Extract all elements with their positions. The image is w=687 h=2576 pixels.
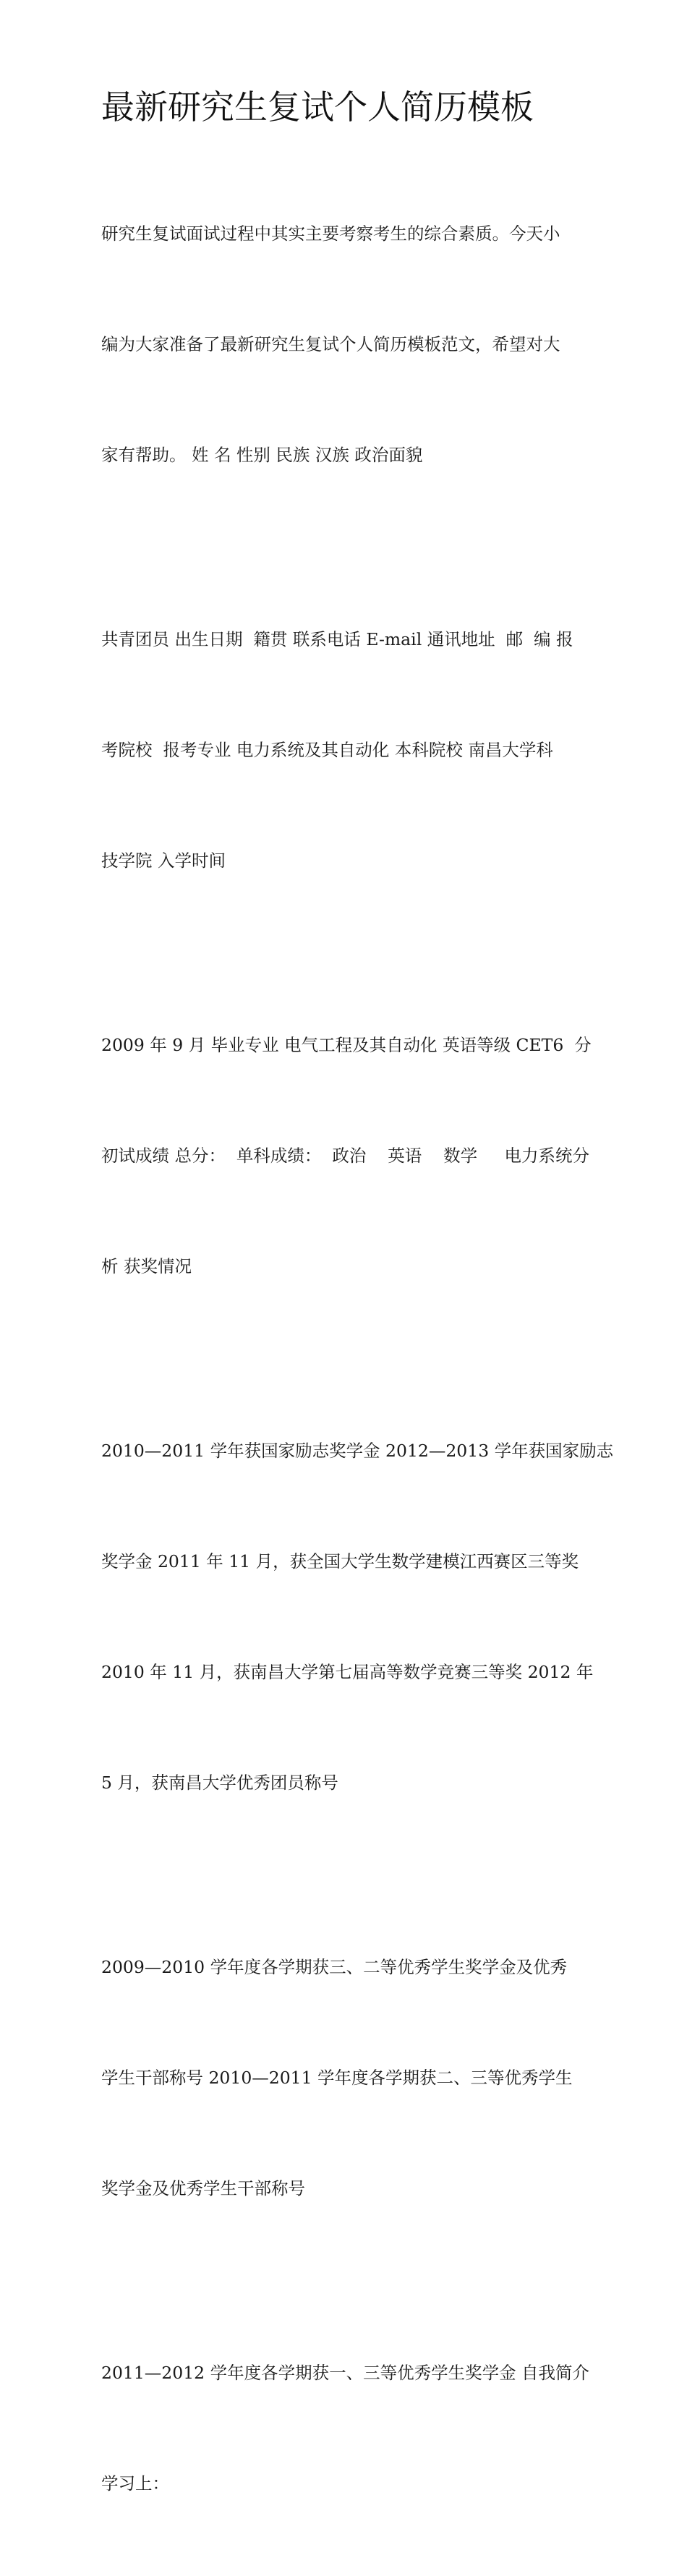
paragraph-education [101, 953, 593, 1359]
text-line: 研究生复试面试过程中其实主要考察考生的综合素质。今天小 [101, 223, 560, 244]
text-line: 学习上： [101, 2473, 169, 2494]
text-line: 奖学金 2011 年 11 月，获全国大学生数学建模江西赛区三等奖 [101, 1551, 579, 1571]
text-line: 2010 年 11 月，获南昌大学第七届高等数学竞赛三等奖 2012 年 [101, 1662, 594, 1682]
text-line: 5 月，获南昌大学优秀团员称号 [101, 1773, 338, 1793]
paragraph-awards [101, 1359, 614, 1875]
text-line: 编为大家准备了最新研究生复试个人简历模板范文，希望对大 [101, 334, 560, 354]
paragraph-self-intro [101, 2281, 593, 2576]
document-body [101, 142, 614, 2576]
text-line: 2009—2010 学年度各学期获三、二等优秀学生奖学金及优秀 [101, 1957, 568, 1977]
text-line: 奖学金及优秀学生干部称号 [101, 2178, 305, 2198]
paragraph-personal-info [101, 547, 593, 953]
text-line: 学生干部称号 2010—2011 学年度各学期获二、三等优秀学生 [101, 2068, 573, 2088]
text-line: 2011—2012 学年度各学期获一、三等优秀学生奖学金 自我简介 [101, 2363, 590, 2383]
document-title: 最新研究生复试个人简历模板 [101, 88, 534, 127]
text-line: 技学院 入学时间 [101, 850, 226, 871]
text-line: 初试成绩 总分： 单科成绩： 政治 英语 数学 电力系统分 [101, 1146, 589, 1166]
paragraph-scholarships [101, 1875, 593, 2281]
text-line: 共青团员 出生日期 籍贯 联系电话 E-mail 通讯地址 邮 编 报 [101, 629, 573, 649]
text-line: 析 获奖情况 [101, 1256, 192, 1276]
text-line: 2009 年 9 月 毕业专业 电气工程及其自动化 英语等级 CET6 分 [101, 1035, 592, 1055]
text-line: 家有帮助。 姓 名 性别 民族 汉族 政治面貌 [101, 445, 423, 465]
text-line: 2010—2011 学年获国家励志奖学金 2012—2013 学年获国家励志 [101, 1441, 614, 1461]
paragraph-intro [101, 142, 593, 547]
text-line: 考院校 报考专业 电力系统及其自动化 本科院校 南昌大学科 [101, 740, 553, 760]
